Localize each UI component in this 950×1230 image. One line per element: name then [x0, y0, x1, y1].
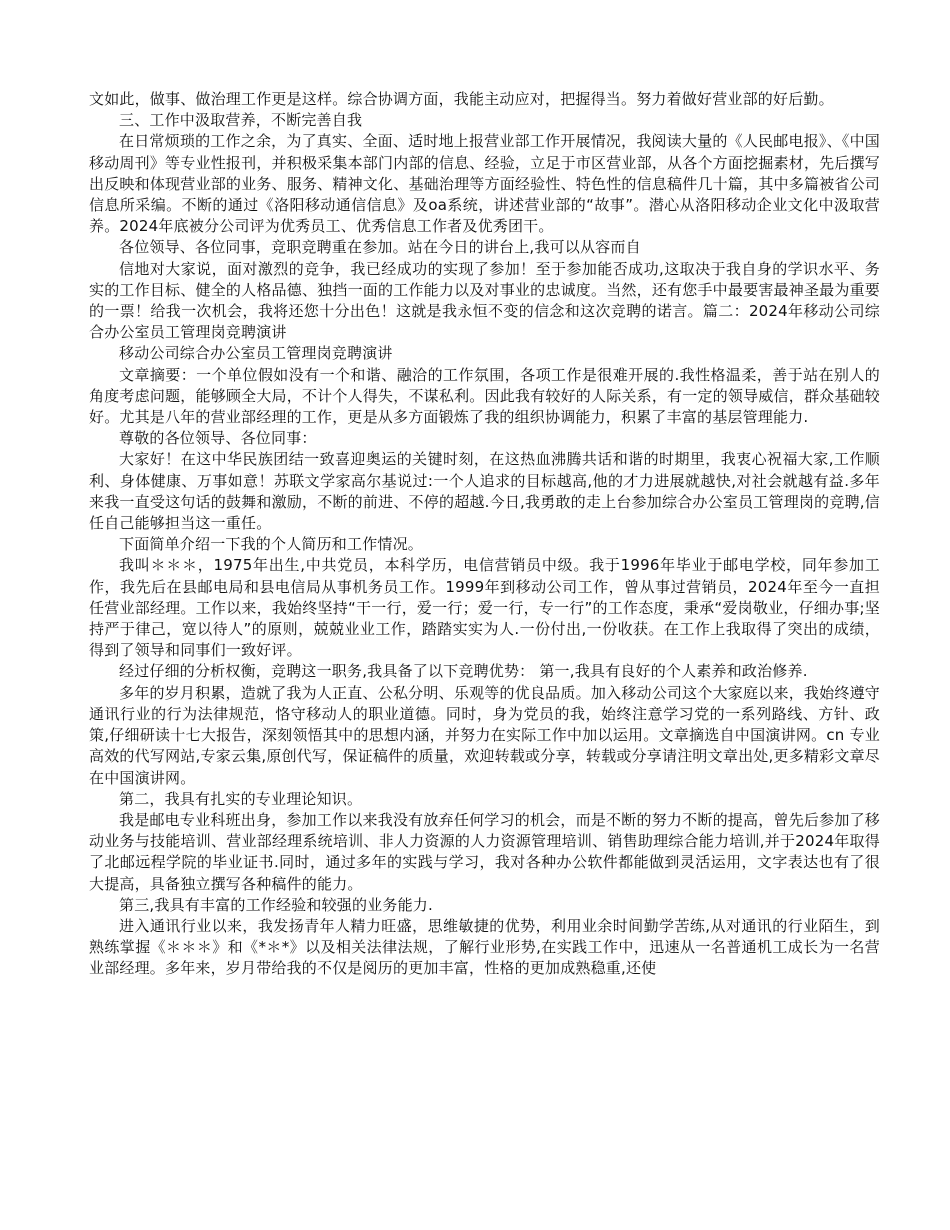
salutation: 尊敬的各位领导、各位同事： [119, 429, 317, 448]
paragraph-3: 在日常烦琐的工作之余，为了真实、全面、适时地上报营业部工作开展情况，我阅读大量的《人民邮电报》、《中国移动周刊》等专业性报刊，并积极采集本部门内部的信息、经验，立足于市区营业部，从各个方面挖掘素材，先后撰写出反映和体现营业部的业务、服务、精神文化、基础治理等方面经验性、特色性的信息稿件几十篇，其中多篇被省公司信息所采编。不断的通过《洛阳移动通信信息》及oa系统，讲述营业部的“故事”。潜心从洛阳移动企业文化中汲取营养。2024年底被分公司评为优秀员工、优秀信息工作者及优秀团干。 [89, 132, 880, 236]
paragraph-17: 进入通讯行业以来，我发扬青年人精力旺盛，思维敏捷的优势，利用业余时间勤学苦练,从对通讯的行业陌生，到熟练掌握《＊＊＊》和《*＊*》以及相关法律法规，了解行业形势,在实践工作中，迅速从一名普通机工成长为一名营业部经理。多年来，岁月带给我的不仅是阅历的更加丰富，性格的更加成熟稳重,还使 [89, 916, 880, 978]
paragraph-13: 多年的岁月积累，造就了我为人正直、公私分明、乐观等的优良品质。加入移动公司这个大家庭以来，我始终遵守通讯行业的行为法律规范，恪守移动人的职业道德。同时，身为党员的我，始终注意学习党的一系列路线、方针、政策,仔细研读十七大报告，深刻领悟其中的思想内涵，并努力在实际工作中加以运用。文章摘选自中国演讲网。cn 专业高效的代写网站,专家云集,原创代写，保证稿件的质量，欢迎转载或分享，转载或分享请注明文章出处,更多精彩文章尽在中国演讲网。 [89, 683, 880, 787]
paragraph-9: 大家好！在这中华民族团结一致喜迎奥运的关键时刻，在这热血沸腾共话和谐的时期里，我衷心祝福大家,工作顺利、身体健康、万事如意！苏联文学家高尔基说过:一个人追求的目标越高,他的才力进展就越快,对社会就越有益.多年来我一直受这句话的鼓舞和激励，不断的前进、不停的超越.今日,我勇敢的走上台参加综合办公室员工管理岗的竞聘,信任自己能够担当这一重任。 [89, 450, 880, 533]
speech-title: 移动公司综合办公室员工管理岗竞聘演讲 [119, 344, 393, 363]
paragraph-4: 各位领导、各位同事，竞职竞聘重在参加。站在今日的讲台上,我可以从容而自 [119, 238, 641, 257]
paragraph-5: 信地对大家说，面对激烈的竞争，我已经成功的实现了参加！至于参加能否成功,这取决于我自身的学识水平、务实的工作目标、健全的人格品德、独挡一面的工作能力以及对事业的忠诚度。当然，还有您手中最要害最神圣最为重要的一票！给我一次机会，我将还您十分出色！这就是我永恒不变的信念和这次竞聘的诺言。篇二：2024年移动公司综合办公室员工管理岗竞聘演讲 [89, 259, 880, 342]
paragraph-15: 我是邮电专业科班出身，参加工作以来我没有放弃任何学习的机会，而是不断的努力不断的提高，曾先后参加了移动业务与技能培训、营业部经理系统培训、非人力资源的人力资源管理培训、销售助理综合能力培训,并于2024年取得了北邮远程学院的毕业证书.同时，通过多年的实践与学习，我对各种办公软件都能做到灵活运用，文字表达也有了很大提高，具备独立撰写各种稿件的能力。 [89, 810, 880, 893]
paragraph-14: 第二，我具有扎实的专业理论知识。 [119, 789, 363, 808]
paragraph-11: 我叫＊＊＊，1975年出生,中共党员，本科学历，电信营销员中级。我于1996年毕业于邮电学校，同年参加工作，我先后在县邮电局和县电信局从事机务员工作。1999年到移动公司工作，曾从事过营销员，2024年至今一直担任营业部经理。工作以来，我始终坚持“干一行，爱一行；爱一行，专一行”的工作态度，秉承“爱岗敬业，仔细办事;坚持严于律己，宽以待人”的原则，兢兢业业工作，踏踏实实为人.一份付出,一份收获。在工作上我取得了突出的成绩，得到了领导和同事们一致好评。 [89, 556, 880, 660]
paragraph-1: 文如此，做事、做治理工作更是这样。综合协调方面，我能主动应对，把握得当。努力着做好营业部的好后勤。 [89, 90, 834, 108]
section-heading-3: 三、工作中汲取营养，不断完善自我 [119, 111, 363, 130]
paragraph-12: 经过仔细的分析权衡，竞聘这一职务,我具备了以下竞聘优势： 第一,我具有良好的个人素养和政治修养. [119, 662, 808, 681]
paragraph-16: 第三,我具有丰富的工作经验和较强的业务能力. [119, 895, 433, 914]
article-summary: 文章摘要：一个单位假如没有一个和谐、融洽的工作氛围，各项工作是很难开展的.我性格温柔，善于站在别人的角度考虑问题，能够顾全大局，不计个人得失，不谋私利。因此我有较好的人际关系，有一定的领导威信，群众基础较好。尤其是八年的营业部经理的工作，更是从多方面锻炼了我的组织协调能力，积累了丰富的基层管理能力. [89, 365, 880, 427]
paragraph-10: 下面简单介绍一下我的个人简历和工作情况。 [119, 535, 424, 554]
